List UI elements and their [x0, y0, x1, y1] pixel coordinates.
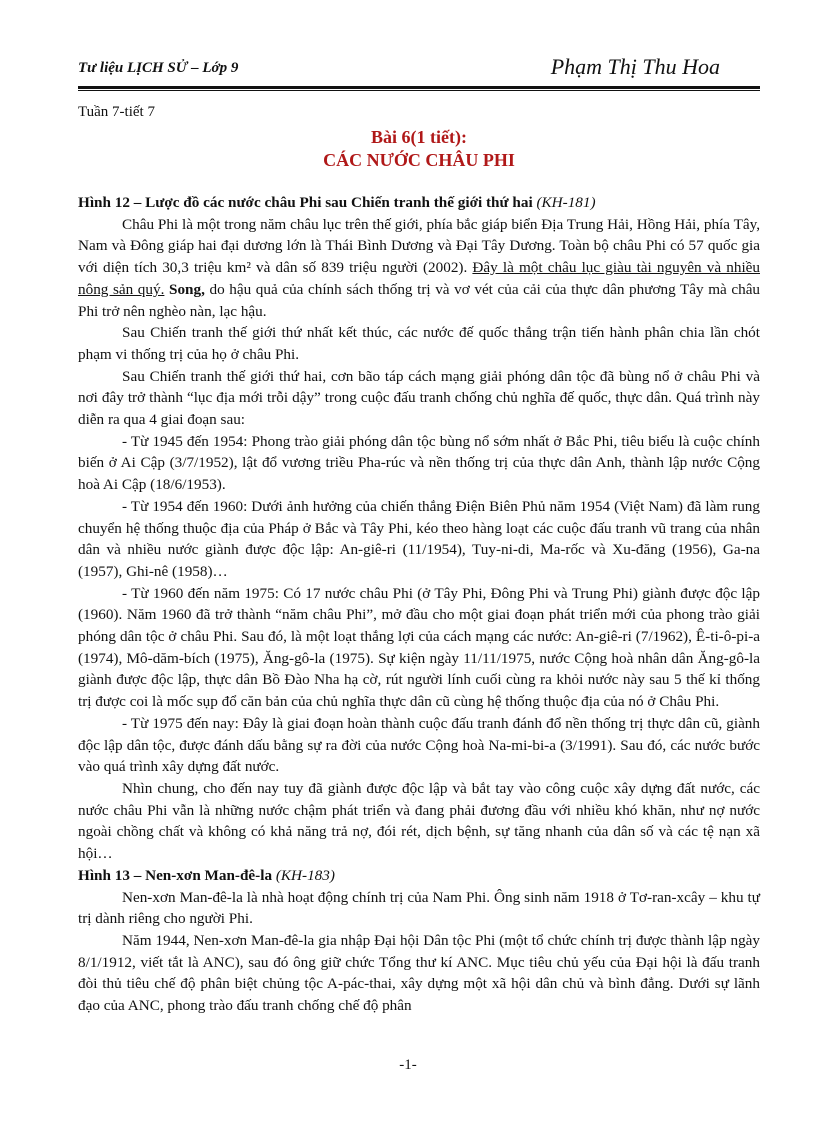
paragraph: - Từ 1975 đến nay: Đây là giai đoạn hoàn thành cuộc đấu tranh đánh đổ nền thống trị thực dân cũ, giành độc lập dân tộc, được đánh dấu bằng sự ra đời của nước Cộng hoà Na-mi-bi-a (3/1991). Sau đó, các nước bước vào quá trình xây dựng đất nước. — [78, 714, 760, 776]
document-body — [78, 192, 760, 1017]
header-rule — [78, 86, 760, 89]
paragraph — [78, 214, 760, 323]
paragraph: Nen-xơn Man-đê-la là nhà hoạt động chính trị của Nam Phi. Ông sinh năm 1918 ở Tơ-ran-xcây – khu tự trị dành riêng cho người Phi. — [78, 888, 760, 928]
paragraph-text: Châu Phi là một trong năm châu lục trên thế giới, phía bắc giáp biển Địa Trung Hải, Hồng Hải, phía Tây, Nam và Đông giáp hai đại dương lớn là Thái Bình Dương và Đại Tây Dương. Toàn bộ châu Phi có 57 quốc gia với diện tích 30,3 triệu km² và dân số 839 triệu người (2002). — [78, 215, 760, 277]
week-label: Tuần 7-tiết 7 — [78, 104, 155, 120]
lesson-number: Bài 6(1 tiết): — [371, 127, 467, 147]
figure-12-title: Hình 12 – Lược đồ các nước châu Phi sau Chiến tranh thế giới thứ hai — [78, 194, 533, 211]
bold-text: Song, — [169, 280, 205, 298]
header-rule-thin — [78, 90, 760, 91]
lesson-title: CÁC NƯỚC CHÂU PHI — [323, 150, 515, 170]
page-header — [78, 54, 760, 86]
header-author: Phạm Thị Thu Hoa — [550, 54, 720, 79]
underlined-text: Đây là một châu lục giàu tài nguyên và nhiều nông sản quý. — [78, 259, 760, 298]
paragraph: Sau Chiến tranh thế giới thứ nhất kết thúc, các nước đế quốc thắng trận tiến hành phân chia lần chót phạm vi thống trị của họ ở châu Phi. — [78, 324, 760, 363]
paragraph: - Từ 1954 đến 1960: Dưới ảnh hưởng của chiến thắng Điện Biên Phủ năm 1954 (Việt Nam) đã làm rung chuyển hệ thống thuộc địa của Pháp ở Bắc và Tây Phi, kéo theo hàng loạt các cuộc đấu tranh vũ trang của nhân dân và nhiều nước giành được độc lập: An-giê-ri (11/1954), Tuy-ni-di, Ma-rốc và Xu-đăng (1956), Ga-na (1957), Ghi-nê (1958)… — [78, 497, 760, 580]
paragraph-text: do hậu quả của chính sách thống trị và vơ vét của cải của thực dân phương Tây mà châu Phi trở nên nghèo nàn, lạc hậu. — [78, 280, 761, 320]
figure-12-caption — [78, 192, 760, 214]
figure-13-title: Hình 13 – Nen-xơn Man-đê-la — [78, 866, 273, 884]
figure-13-caption — [78, 865, 760, 887]
paragraph: Năm 1944, Nen-xơn Man-đê-la gia nhập Đại hội Dân tộc Phi (một tổ chức chính trị được thành lập ngày 8/1/1912, viết tắt là ANC), sau đó ông giữ chức Tổng thư kí ANC. Mục tiêu chủ yếu của Đại hội là đấu tranh đòi thủ tiêu chế độ phân biệt chủng tộc A-pác-thai, xây dựng một xã hội dân chủ và bình đẳng. Dưới sự lãnh đạo của ANC, phong trào đấu tranh chống chế độ phân — [78, 931, 760, 1015]
paragraph: Nhìn chung, cho đến nay tuy đã giành được độc lập và bắt tay vào công cuộc xây dựng đất nước, các nước châu Phi vẫn là những nước chậm phát triển và đang phải đương đầu với nhiều khó khăn, như nợ nước ngoài chồng chất và không có khả năng trả nợ, đói rét, dịch bệnh, sự tăng nhanh của dân số và các tệ nạn xã hội… — [78, 779, 760, 863]
figure-13-ref: (KH-183) — [275, 866, 335, 884]
figure-12-ref: (KH-181) — [536, 194, 596, 211]
header-subject: Tư liệu LỊCH SỬ – Lớp 9 — [78, 60, 239, 76]
lesson-heading — [78, 126, 760, 172]
page-number: -1- — [399, 1057, 417, 1073]
paragraph: - Từ 1960 đến năm 1975: Có 17 nước châu Phi (ở Tây Phi, Đông Phi và Trung Phi) giành được độc lập (1960). Năm 1960 đã trở thành “năm châu Phi”, mở đầu cho một giai đoạn phát triển mới của phong trào giải phóng dân tộc ở châu Phi. Sau đó, là một loạt thắng lợi của cách mạng các nước: An-giê-ri (7/1962), Ê-ti-ô-pi-a (1974), Mô-dăm-bích (1975), Ăng-gô-la (1975). Sự kiện ngày 11/11/1975, nước Cộng hoà nhân dân Ăng-gô-la giành được độc lập, thực dân Bồ Đào Nha hạ cờ, rút người lính cuối cùng ra khỏi nước này sau 5 thế kỉ thống trị được coi là mốc sụp đổ căn bản của chủ nghĩa thực dân cũ cùng hệ thống thuộc địa của nó ở Châu Phi. — [78, 584, 760, 711]
paragraph: Sau Chiến tranh thế giới thứ hai, cơn bão táp cách mạng giải phóng dân tộc đã bùng nổ ở châu Phi và nơi đây trở thành “lục địa mới trỗi dậy” trong cuộc đấu tranh chống chủ nghĩa đế quốc, thực dân. Quá trình này diễn ra qua 4 giai đoạn sau: — [78, 367, 760, 429]
paragraph: - Từ 1945 đến 1954: Phong trào giải phóng dân tộc bùng nổ sớm nhất ở Bắc Phi, tiêu biểu là cuộc chính biến ở Ai Cập (3/7/1952), lật đổ vương triều Pha-rúc và nền thống trị của thực dân Anh, thành lập nước Cộng hoà Ai Cập (18/6/1953). — [78, 432, 760, 494]
